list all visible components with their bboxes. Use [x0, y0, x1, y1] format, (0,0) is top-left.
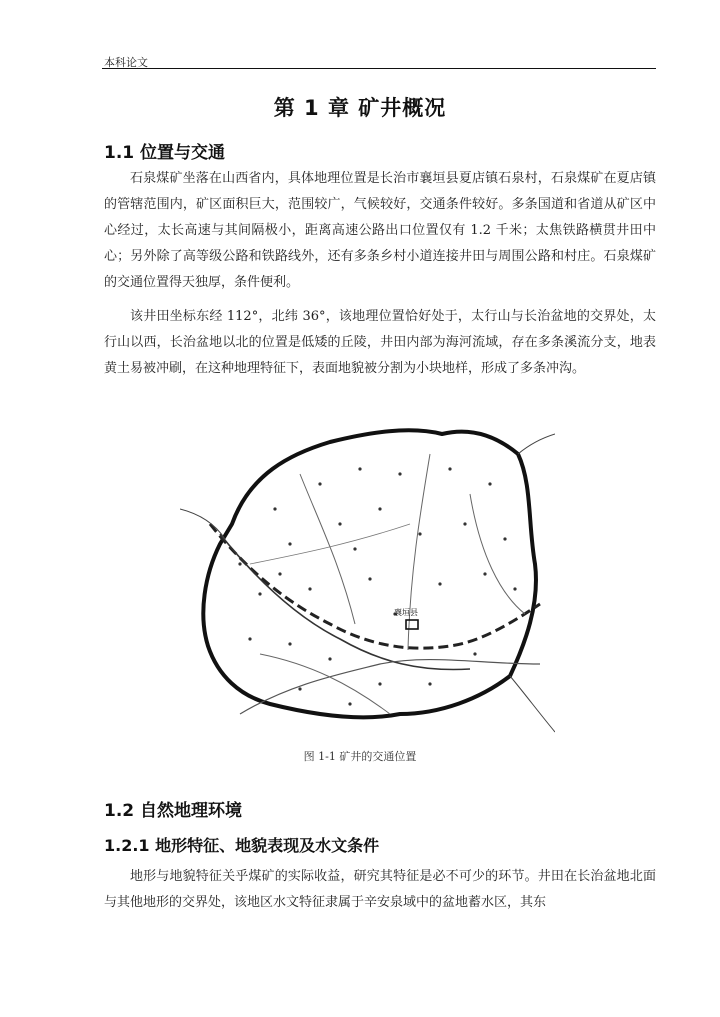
figure-caption: 图 1-1 矿井的交通位置 — [303, 750, 417, 763]
section-heading-1-1: 1.1 位置与交通 — [104, 143, 226, 163]
map-drawing — [180, 414, 555, 738]
running-header: 本科论文 — [104, 56, 148, 69]
subsection-heading-1-2-1: 1.2.1 地形特征、地貌表现及水文条件 — [104, 836, 380, 855]
section-1-2-1-paragraph-1: 地形与地貌特征关乎煤矿的实际收益，研究其特征是必不可少的环节。井田在长治盆地北面与其他地形的交界处，该地区水文特征隶属于辛安泉域中的盆地蓄水区，其东 — [104, 869, 656, 910]
map-label-town: 襄垣县 — [394, 608, 418, 617]
section-heading-1-2: 1.2 自然地理环境 — [104, 801, 243, 821]
header-rule — [102, 68, 656, 69]
chapter-title: 第 1 章 矿井概况 — [273, 96, 447, 120]
section-1-1-paragraph-1: 石泉煤矿坐落在山西省内，具体地理位置是长治市襄垣县夏店镇石泉村，石泉煤矿在夏店镇的管辖范围内，矿区面积巨大，范围较广，气候较好，交通条件较好。多条国道和省道从矿区中心经过，太长高速与其间隔极小，距离高速公路出口位置仅有 1.2 千米；太焦铁路横贯井田中心；另外除了高等级公路和铁路线外，还有多条乡村小道连接井田与周围公路和村庄。石泉煤矿的交通位置得天独厚，条件便利。 — [104, 171, 656, 290]
traffic-location-map — [180, 414, 555, 738]
section-1-1-paragraph-2: 该井田坐标东经 112°，北纬 36°，该地理位置恰好处于，太行山与长治盆地的交界处，太行山以西，长治盆地以北的位置是低矮的丘陵，井田内部为海河流域，存在多条溪流分支，地表黄土易被冲刷，在这种地理特征下，表面地貌被分割为小块地样，形成了多条冲沟。 — [104, 309, 656, 376]
